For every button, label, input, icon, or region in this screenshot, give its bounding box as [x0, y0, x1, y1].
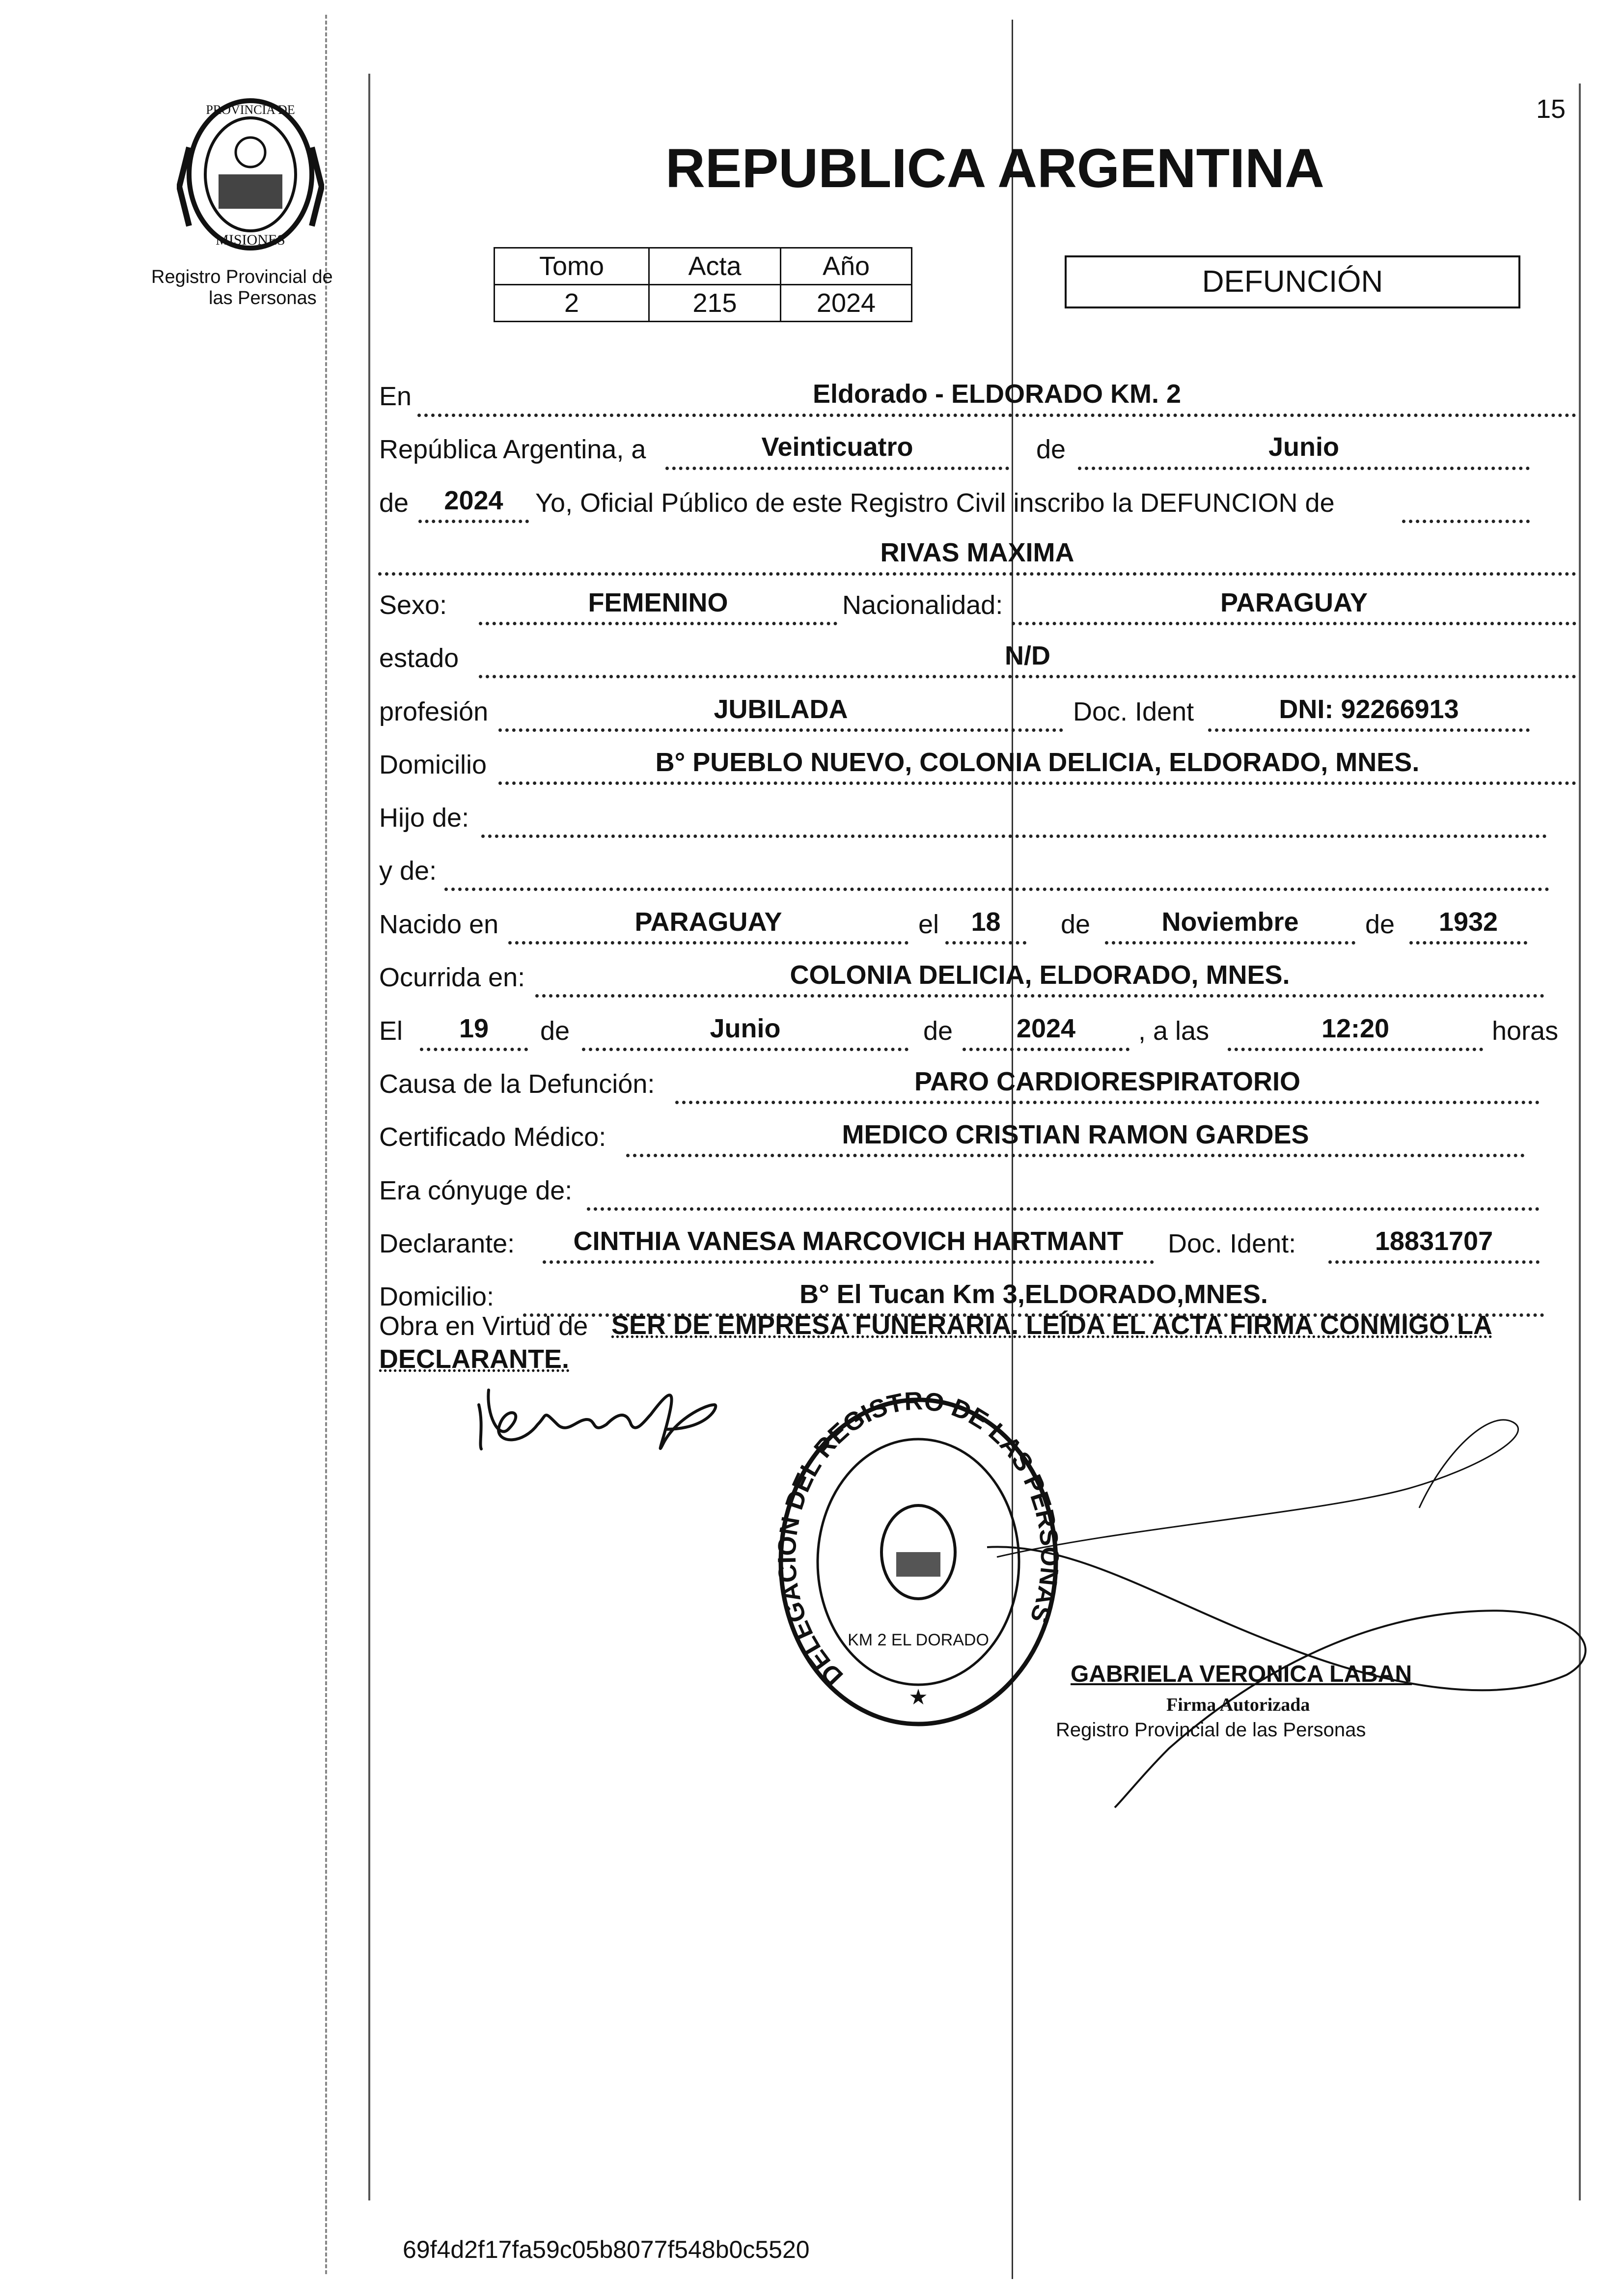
right-margin-line: [1579, 83, 1581, 2200]
def-mes-value: Junio: [710, 1014, 781, 1043]
footer-hash: 69f4d2f17fa59c05b8077f548b0c5520: [403, 2236, 810, 2263]
page-title: REPUBLICA ARGENTINA: [665, 138, 1324, 199]
tomo-header: Tomo: [495, 248, 649, 285]
estado-dotted-line: [479, 675, 1576, 678]
nac-anio-dotted-line: [1409, 941, 1527, 945]
nombre-value: RIVAS MAXIMA: [880, 538, 1074, 567]
hora-dotted-line: [1228, 1048, 1483, 1051]
causa-dotted-line: [675, 1101, 1540, 1104]
official-name: GABRIELA VERONICA LABAN: [1071, 1661, 1412, 1687]
official-signature: [977, 1415, 1601, 1817]
month-value: Junio: [1268, 432, 1339, 462]
year-value: 2024: [444, 486, 503, 515]
nacido-label: Nacido en: [379, 910, 499, 939]
a-las-label: , a las: [1138, 1016, 1210, 1046]
doc-ident-value: DNI: 92266913: [1279, 695, 1459, 724]
anio-value: 2024: [781, 285, 912, 322]
certificado-value: MEDICO CRISTIAN RAMON GARDES: [842, 1120, 1309, 1149]
certificado-label: Certificado Médico:: [379, 1122, 606, 1152]
left-margin-line: [368, 74, 370, 2200]
stamp-inner-text: KM 2 EL DORADO: [848, 1631, 989, 1649]
tomo-value: 2: [495, 285, 649, 322]
domicilio2-value: B° El Tucan Km 3,ELDORADO,MNES.: [799, 1280, 1268, 1309]
declarante-dotted-line: [543, 1260, 1154, 1264]
conyuge-dotted-line: [587, 1207, 1540, 1211]
sexo-value: FEMENINO: [588, 588, 728, 617]
doc-ident2-label: Doc. Ident:: [1168, 1229, 1296, 1258]
horas-label: horas: [1492, 1016, 1559, 1046]
doc-ident2-value: 18831707: [1375, 1226, 1493, 1256]
de-year-label: de: [379, 488, 409, 518]
official-role: Firma Autorizada: [1166, 1695, 1310, 1715]
stamp-ring-text: DELEGACION DEL REGISTRO DE LAS PERSONAS: [772, 1390, 1064, 1691]
obra-line1: SER DE EMPRESA FUNERARIA. LEÍDA EL ACTA FIRMA CONMIGO LA: [611, 1310, 1493, 1340]
obra-line2: DECLARANTE.: [379, 1344, 569, 1374]
def-dia-value: 19: [459, 1014, 489, 1043]
nombre-dotted-line: [378, 572, 1576, 576]
center-fold-line: [1012, 20, 1013, 2279]
en-dotted-line: [417, 414, 1576, 417]
nac-de2-label: de: [1365, 910, 1395, 939]
anio-header: Año: [781, 248, 912, 285]
def-anio-value: 2024: [1016, 1014, 1076, 1043]
estado-value: N/D: [1005, 641, 1050, 670]
seal-text-top: PROVINCIA DE: [206, 103, 295, 117]
registry-name-line2: las Personas: [209, 288, 317, 308]
sexo-label: Sexo:: [379, 590, 447, 620]
nac-mes-value: Noviembre: [1161, 907, 1299, 937]
hijo-de-label: Hijo de:: [379, 803, 469, 833]
def-anio-dotted-line: [963, 1048, 1129, 1051]
nac-dia-value: 18: [971, 907, 1001, 937]
svg-text:★: ★: [908, 1685, 928, 1709]
causa-value: PARO CARDIORESPIRATORIO: [914, 1067, 1301, 1096]
domicilio-label: Domicilio: [379, 750, 487, 779]
nac-anio-value: 1932: [1438, 907, 1498, 937]
nacionalidad-dotted-line: [1012, 622, 1576, 625]
doc-ident-dotted-line: [1208, 728, 1530, 732]
def-de-label: de: [540, 1016, 570, 1046]
left-scan-dash: [325, 15, 327, 2274]
ocurrida-label: Ocurrida en:: [379, 963, 525, 992]
causa-label: Causa de la Defunción:: [379, 1069, 655, 1099]
ocurrida-dotted-line: [535, 994, 1544, 998]
def-mes-dotted-line: [582, 1048, 908, 1051]
nac-el-label: el: [918, 910, 939, 939]
def-el-label: El: [379, 1016, 403, 1046]
year-dotted-line: [418, 520, 529, 523]
nacionalidad-label: Nacionalidad:: [842, 590, 1003, 620]
declarante-label: Declarante:: [379, 1229, 515, 1258]
nac-dia-dotted-line: [945, 941, 1026, 945]
en-value: Eldorado - ELDORADO KM. 2: [812, 379, 1181, 409]
y-de-dotted-line: [444, 888, 1549, 891]
oficial-dotted-line: [1402, 520, 1530, 523]
def-de2-label: de: [923, 1016, 953, 1046]
acta-header: Acta: [649, 248, 781, 285]
ocurrida-value: COLONIA DELICIA, ELDORADO, MNES.: [790, 960, 1290, 990]
de-label: de: [1036, 435, 1066, 464]
page-number: 15: [1536, 94, 1566, 124]
nacido-dotted-line: [508, 941, 908, 945]
nac-mes-dotted-line: [1105, 941, 1355, 945]
province-seal-icon: [177, 88, 324, 255]
republica-label: República Argentina, a: [379, 435, 646, 464]
domicilio2-label: Domicilio:: [379, 1282, 495, 1311]
obra-label: Obra en Virtud de: [379, 1311, 588, 1341]
declarante-value: CINTHIA VANESA MARCOVICH HARTMANT: [573, 1226, 1124, 1256]
certificado-dotted-line: [626, 1154, 1525, 1157]
estado-label: estado: [379, 643, 459, 673]
official-office: Registro Provincial de las Personas: [1056, 1719, 1366, 1741]
profesion-value: JUBILADA: [714, 695, 848, 724]
acta-value: 215: [649, 285, 781, 322]
domicilio-dotted-line: [498, 781, 1576, 785]
y-de-label: y de:: [379, 856, 437, 886]
doc-ident2-dotted-line: [1328, 1260, 1540, 1264]
hora-value: 12:20: [1321, 1014, 1390, 1043]
nac-de-label: de: [1061, 910, 1091, 939]
profesion-dotted-line: [498, 728, 1063, 732]
doc-ident-label: Doc. Ident: [1073, 697, 1194, 726]
def-dia-dotted-line: [420, 1048, 528, 1051]
nacionalidad-value: PARAGUAY: [1220, 588, 1368, 617]
day-words-value: Veinticuatro: [761, 432, 913, 462]
registry-name-line1: Registro Provincial de: [151, 267, 333, 287]
oficial-text: Yo, Oficial Público de este Registro Civil inscribo la DEFUNCION de: [535, 488, 1335, 518]
declarant-signature: [469, 1375, 724, 1464]
conyuge-label: Era cónyuge de:: [379, 1176, 573, 1205]
tomo-acta-anio-table: [494, 247, 912, 322]
en-label: En: [379, 382, 412, 411]
document-type-box: DEFUNCIÓN: [1065, 255, 1520, 308]
sexo-dotted-line: [479, 622, 837, 625]
hijo-de-dotted-line: [481, 835, 1547, 838]
month-dotted-line: [1078, 467, 1530, 470]
domicilio-value: B° PUEBLO NUEVO, COLONIA DELICIA, ELDORADO, MNES.: [655, 748, 1420, 777]
nacido-value: PARAGUAY: [634, 907, 782, 937]
day-dotted-line: [665, 467, 1009, 470]
seal-text-bottom: MISIONES: [216, 232, 285, 248]
profesion-label: profesión: [379, 697, 489, 726]
